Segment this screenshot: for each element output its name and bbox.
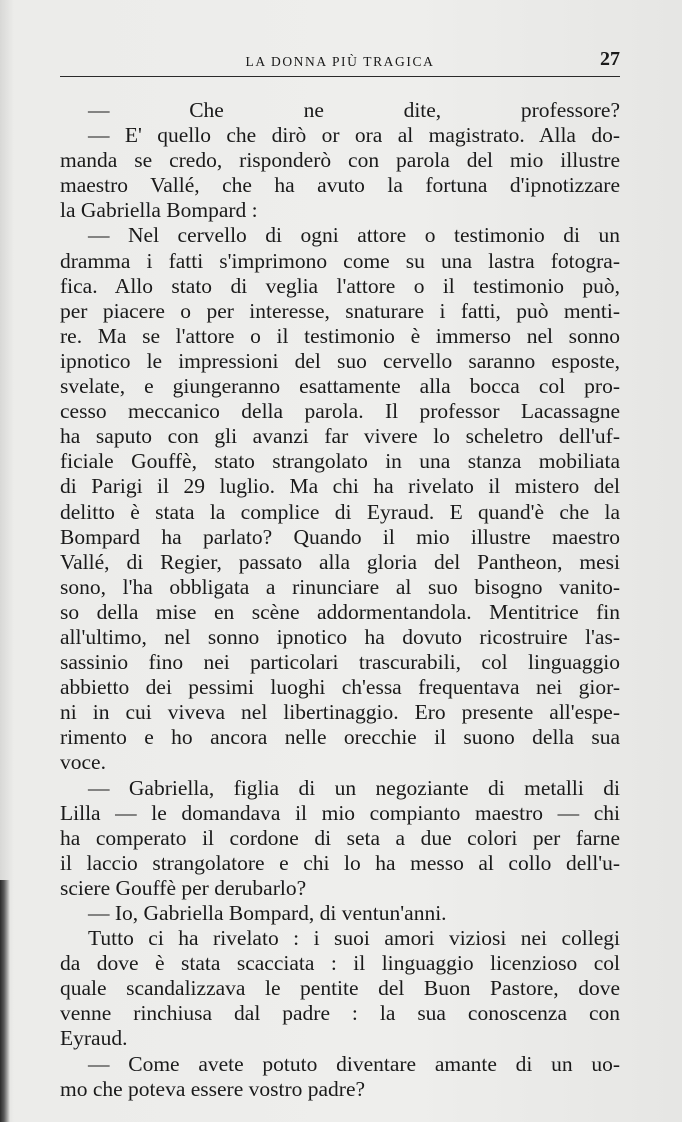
body-text — [60, 98, 620, 1102]
text-line: sono, l'ha obbligata a rinunciare al suo bisogno vanito- — [60, 574, 620, 599]
text-line: delitto è stata la complice di Eyraud. E quand'è che la — [60, 499, 620, 524]
text-line: — E' quello che dirò or ora al magistrato. Alla do- — [88, 123, 620, 148]
text-line: ni in cui viveva nel libertinaggio. Ero presente all'espe- — [60, 700, 620, 725]
page-spine-shadow — [0, 880, 10, 1122]
text-line: re. Ma se l'attore o il testimonio è immerso nel sonno — [60, 323, 620, 348]
text-line: fica. Allo stato di veglia l'attore o il testimonio può, — [60, 273, 620, 298]
text-line: per piacere o per interesse, snaturare i fatti, può menti- — [60, 298, 620, 323]
text-line: — Io, Gabriella Bompard, di ventun'anni. — [88, 901, 447, 925]
text-line: maestro Vallé, che ha avuto la fortuna d'ipnotizzare — [60, 173, 620, 198]
text-line: dramma i fatti s'imprimono come su una lastra fotogra- — [60, 248, 620, 273]
header-rule — [60, 76, 620, 77]
text-line: venne rinchiusa dal padre : la sua conoscenza con — [60, 1001, 620, 1026]
text-line: — Nel cervello di ogni attore o testimonio di un — [88, 223, 620, 248]
text-line: ha comperato il cordone di seta a due colori per farne — [60, 825, 620, 850]
text-line: sassinio fino nei particolari trascurabili, col linguaggio — [60, 650, 620, 675]
text-line: Bompard ha parlato? Quando il mio illustre maestro — [60, 524, 620, 549]
text-line: manda se credo, risponderò con parola del mio illustre — [60, 148, 620, 173]
text-line: cesso meccanico della parola. Il professor Lacassagne — [60, 399, 620, 424]
text-line: Lilla — le domandava il mio compianto maestro — chi — [60, 800, 620, 825]
text-line: rimento e ho ancora nelle orecchie il suono della sua — [60, 725, 620, 750]
text-line: Tutto ci ha rivelato : i suoi amori viziosi nei collegi — [88, 926, 620, 951]
text-line: il laccio strangolatore e chi lo ha messo al collo dell'u- — [60, 850, 620, 875]
text-line: ipnotico le impressioni del suo cervello saranno esposte, — [60, 348, 620, 373]
text-line: — Gabriella, figlia di un negoziante di metalli di — [88, 775, 620, 800]
text-line: voce. — [60, 750, 106, 775]
text-line: ficiale Gouffè, stato strangolato in una stanza mobiliata — [60, 449, 620, 474]
text-line: sciere Gouffè per derubarlo? — [60, 875, 307, 900]
text-line: all'ultimo, nel sonno ipnotico ha dovuto ricostruire l'as- — [60, 624, 620, 649]
text-line: ha saputo con gli avanzi far vivere lo scheletro dell'uf- — [60, 424, 620, 449]
text-line: abbietto dei pessimi luoghi ch'essa frequentava nei gior- — [60, 675, 620, 700]
text-line: Vallé, di Regier, passato alla gloria del Pantheon, mesi — [60, 549, 620, 574]
text-line: di Parigi il 29 luglio. Ma chi ha rivelato il mistero del — [60, 474, 620, 499]
text-line: quale scandalizzava le pentite del Buon Pastore, dove — [60, 976, 620, 1001]
text-line: so della mise en scène addormentandola. Mentitrice fin — [60, 599, 620, 624]
running-head: LA DONNA PIÙ TRAGICA — [245, 54, 435, 69]
text-line: — Che ne dite, professore? — [88, 98, 620, 122]
text-line: Eyraud. — [60, 1026, 128, 1051]
text-line: la Gabriella Bompard : — [60, 198, 258, 223]
page-number: 27 — [600, 48, 620, 70]
text-line: mo che poteva essere vostro padre? — [60, 1076, 366, 1101]
text-line: svelate, e giungeranno esattamente alla bocca col pro- — [60, 374, 620, 399]
text-line: da dove è stata scacciata : il linguaggio licenzioso col — [60, 951, 620, 976]
page-header — [60, 48, 620, 74]
text-line: — Come avete potuto diventare amante di un uo- — [88, 1051, 620, 1076]
